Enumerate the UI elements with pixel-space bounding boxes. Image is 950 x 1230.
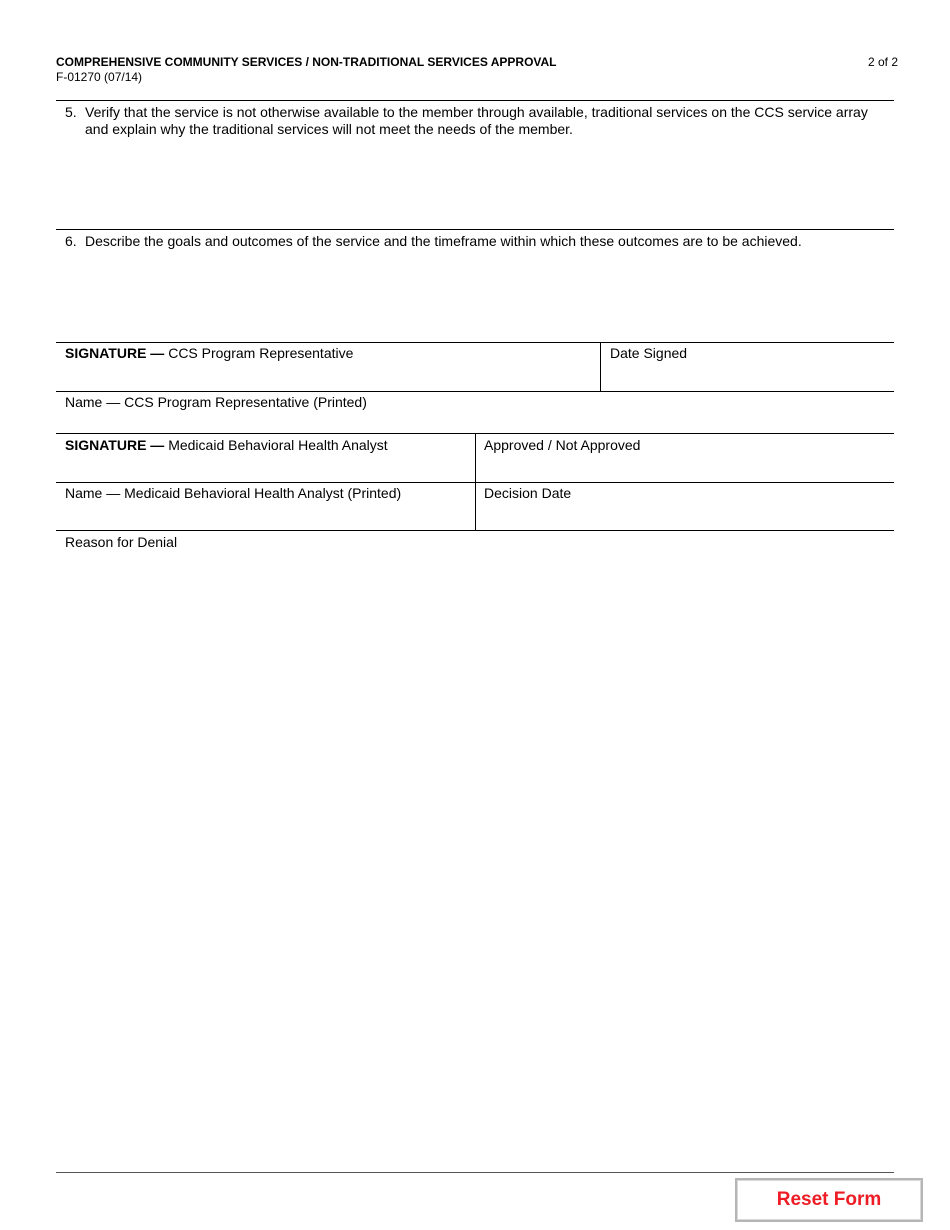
mbha-signature-role: Medicaid Behavioral Health Analyst bbox=[164, 437, 388, 453]
ccs-name-label: Name — CCS Program Representative (Printed) bbox=[65, 394, 367, 410]
page-number: 2 of 2 bbox=[867, 55, 898, 69]
reason-for-denial-label: Reason for Denial bbox=[65, 534, 178, 550]
question-5-text-line2: and explain why the traditional services will not meet the needs of the member. bbox=[85, 121, 573, 137]
approved-label: Approved / Not Approved bbox=[484, 437, 641, 453]
mbha-name-top-rule bbox=[56, 482, 894, 483]
reset-form-button[interactable]: Reset Form bbox=[735, 1178, 923, 1222]
ccs-signature-field[interactable] bbox=[56, 363, 600, 389]
question-6-text-line1: Describe the goals and outcomes of the service and the timeframe within which these outcomes are to be achieved. bbox=[85, 233, 802, 249]
reason-for-denial-field[interactable] bbox=[56, 552, 894, 1162]
mbha-signature-label bbox=[65, 437, 388, 453]
mbha-signature-prefix: SIGNATURE — bbox=[65, 437, 165, 453]
form-code: F-01270 (07/14) bbox=[56, 70, 143, 84]
decision-date-field[interactable] bbox=[477, 503, 894, 529]
ccs-signature-top-rule bbox=[56, 342, 894, 343]
mbha-name-label: Name — Medicaid Behavioral Health Analyst (Printed) bbox=[65, 485, 402, 501]
ccs-name-top-rule bbox=[56, 391, 894, 392]
mbha-name-field[interactable] bbox=[56, 503, 474, 529]
decision-date-label: Decision Date bbox=[484, 485, 572, 501]
ccs-name-field[interactable] bbox=[56, 412, 894, 432]
ccs-signature-prefix: SIGNATURE — bbox=[65, 345, 165, 361]
reason-top-rule bbox=[56, 530, 894, 531]
approved-field[interactable] bbox=[477, 455, 894, 481]
question-6 bbox=[65, 233, 894, 250]
form-title: COMPREHENSIVE COMMUNITY SERVICES / NON-TRADITIONAL SERVICES APPROVAL bbox=[56, 55, 557, 69]
q5-top-rule bbox=[56, 100, 894, 101]
question-5 bbox=[65, 104, 894, 138]
question-6-answer-field[interactable] bbox=[56, 252, 894, 340]
ccs-signature-divider bbox=[600, 342, 601, 391]
mbha-signature-field[interactable] bbox=[56, 455, 474, 481]
footer-rule bbox=[56, 1172, 894, 1173]
date-signed-field[interactable] bbox=[602, 363, 894, 389]
ccs-signature-label bbox=[65, 345, 353, 361]
ccs-signature-role: CCS Program Representative bbox=[164, 345, 354, 361]
question-5-answer-field[interactable] bbox=[56, 140, 894, 228]
q6-top-rule bbox=[56, 229, 894, 230]
question-5-number: 5. bbox=[65, 104, 77, 120]
date-signed-label: Date Signed bbox=[610, 345, 688, 361]
question-5-text-line1: Verify that the service is not otherwise available to the member through available, traditional services on the CCS service array bbox=[85, 104, 868, 120]
question-6-number: 6. bbox=[65, 233, 77, 249]
